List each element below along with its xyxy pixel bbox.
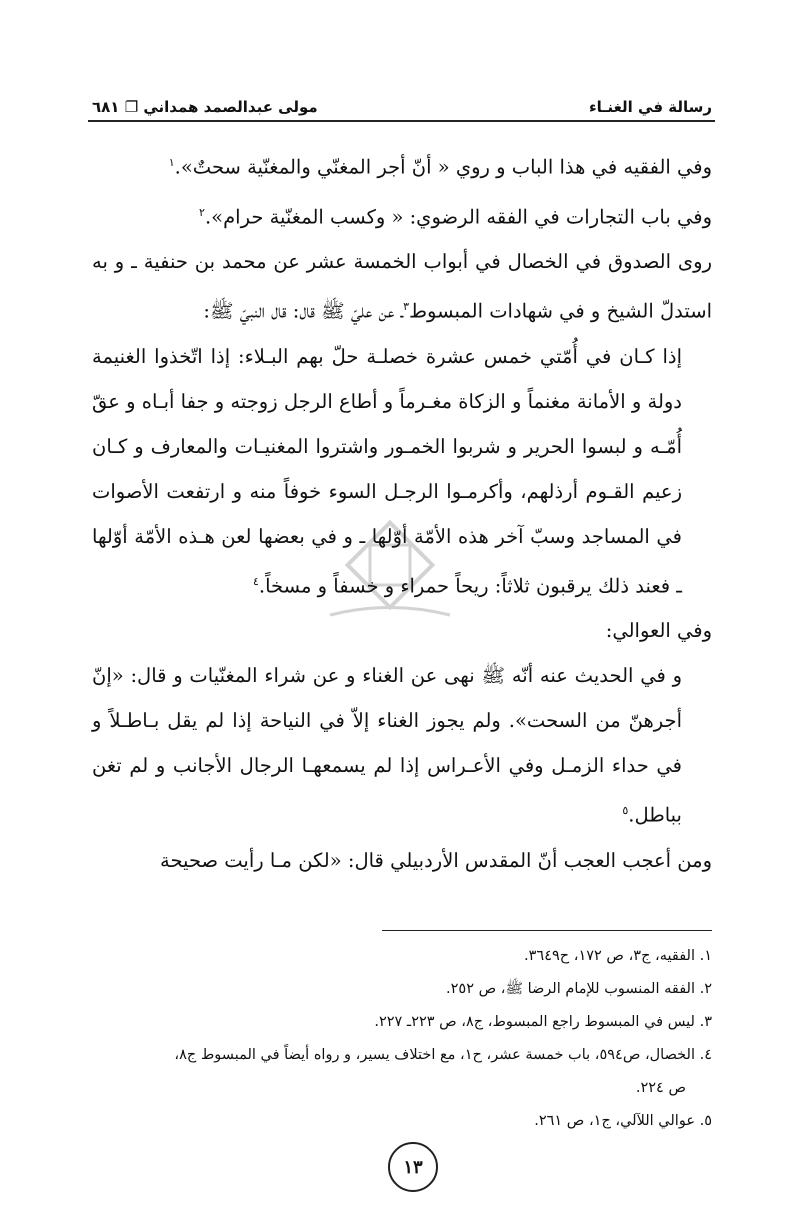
hadith-quote-2-text: و في الحديث عنه أنّه ﷺ نهى عن الغناء و عن شراء المغنّيات و قال: «إنّ أجرهنّ من السحت». ولم يجوز الغناء إلاّ في النياحة إذا لم يقل بـاطـلاً و في حداء الزمـل وفي الأعـراس إذا لم يسمعهـا الرجال الأجانب و لم تغن بباطل. <box>92 664 682 827</box>
footnote-4-continued: ص ٢٢٤. <box>635 1080 686 1096</box>
footnote-ref-1: ١ <box>168 156 175 169</box>
footnote-ref-5: ٥ <box>622 804 629 817</box>
footnote-ref-4: ٤ <box>252 574 259 588</box>
footnote-ref-2: ٢ <box>199 205 205 219</box>
header-title: رسالة في الغنـاء <box>589 98 712 116</box>
hadith-quote-1 <box>92 334 712 609</box>
hadith-quote-1-text: إذا كـان في أُمّتي خمس عشرة خصلـة حلّ بهم البـلاء: إذا اتّخذوا الغنيمة دولة و الأمانة مغنماً و الزكاة مغـرماً و أطاع الرجل زوجته و جفا أبـاه و عقّ أُمّـه و لبسوا الحرير و شربوا الخمـور واشتروا المغنيـات والمعارف و كـان زعيم القـوم أرذلهم، وأكرمـوا الرجـل السوء خوفاً منه و ارتفعت الأصوات في المساجد وسبّ آخر هذه الأمّة أوّلها ـ و في بعضها لعن هـذه الأمّة أوّلها ـ فعند ذلك يرقبون ثلاثاً: ريحاً حمراء و خسفاً و مسخاً. <box>92 344 682 597</box>
footnotes <box>88 940 712 1138</box>
footnote-3: ٣. ليس في المبسوط راجع المبسوط، ج٨، ص ٢٢٣ـ ٢٢٧. <box>374 1014 712 1030</box>
footnote-ref-3: ٣ <box>403 300 409 313</box>
page-number: ١٣ <box>388 1142 438 1192</box>
paragraph-3-text-b: ـ عن عليّ ﷺ قال: قال النبيّ ﷺ: <box>203 299 404 323</box>
header-author-page: مولى عبدالصمد همداني ❐ ٦٨١ <box>92 98 318 116</box>
paragraph-1 <box>92 140 712 190</box>
source-label: وفي العوالي: <box>605 619 712 642</box>
footnote-4: ٤. الخصال، ص٥٩٤، باب خمسة عشر، ح١، مع اختلاف يسير، و رواه أيضاً في المبسوط ج٨، <box>174 1047 712 1063</box>
footnote-rule <box>382 930 712 931</box>
footnote-2: ٢. الفقه المنسوب للإمام الرضا ﷺ، ص ٢٥٢. <box>446 981 712 997</box>
paragraph-2-text: وفي باب التجارات في الفقه الرضوي: « وكسب المغنّية حرام». <box>204 205 712 228</box>
paragraph-2 <box>92 190 712 240</box>
header-rule <box>88 120 715 122</box>
footnote-5: ٥. عوالي اللآلي، ج١، ص ٢٦١. <box>534 1113 712 1129</box>
footnote-1: ١. الفقيه، ج٣، ص ١٧٢، ح٣٦٤٩. <box>524 948 712 964</box>
paragraph-3-text-a: روى الصدوق في الخصال في أبواب الخمسة عشر عن محمد بن حنفية ـ و به استدلّ الشيخ و في شهادات المبسوط <box>92 250 712 323</box>
main-text <box>92 140 712 883</box>
paragraph-last: ومن أعجب العجب أنّ المقدس الأردبيلي قال: «لكن مـا رأيت صحيحة <box>160 848 712 872</box>
running-header <box>92 86 712 116</box>
hadith-quote-2 <box>92 653 712 838</box>
paragraph-1-text: وفي الفقيه في هذا الباب و روي « أنّ أجر المغنّي والمغنّية سحتٌ». <box>174 155 712 179</box>
paragraph-3 <box>92 239 712 334</box>
